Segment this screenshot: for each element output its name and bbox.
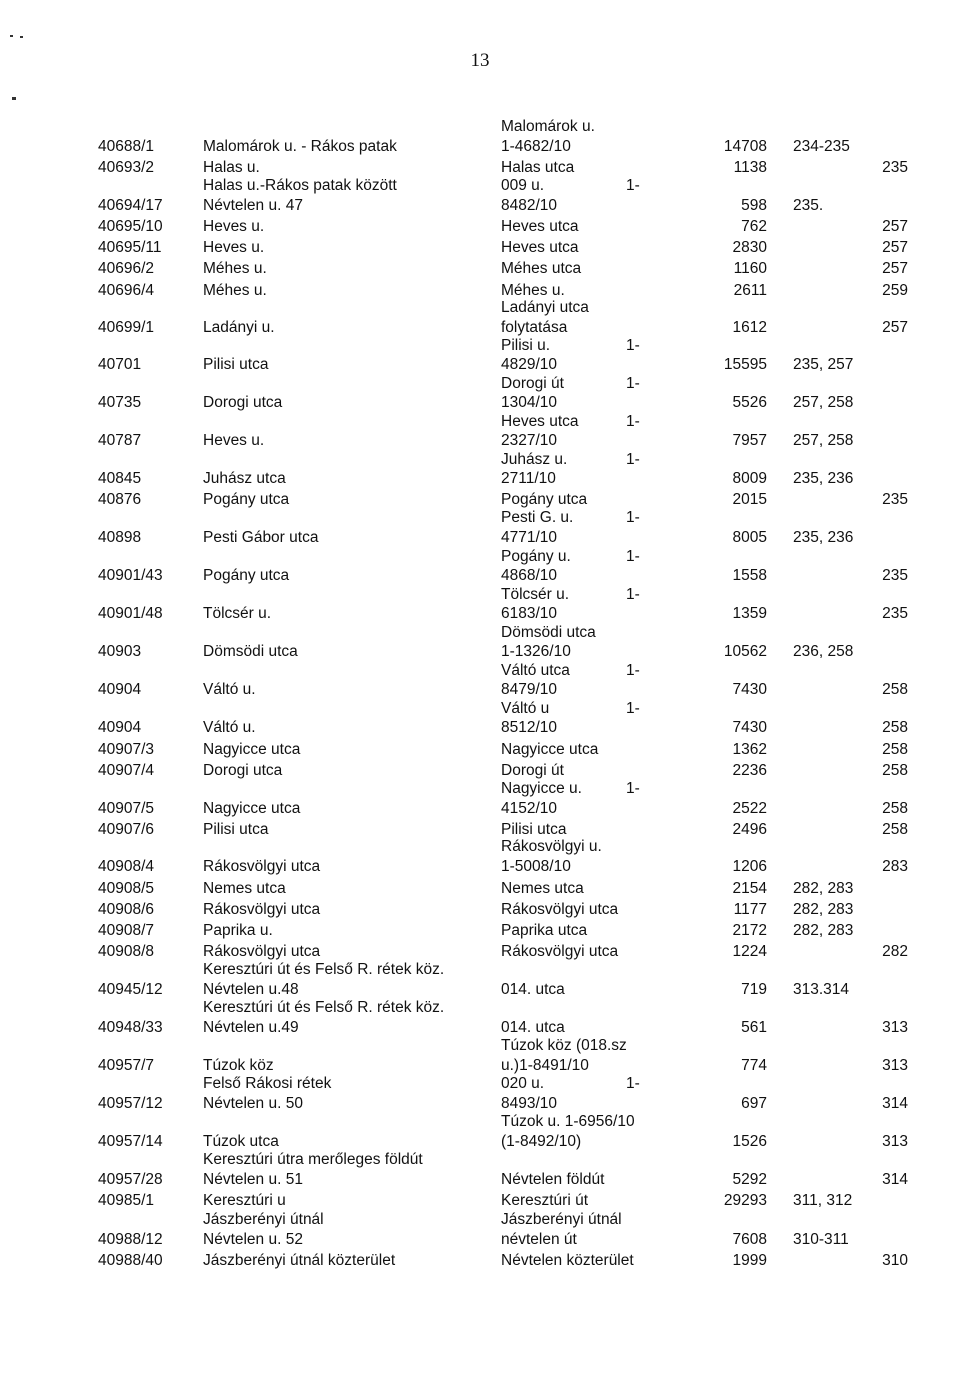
parcel-id-cell: 40908/8 — [98, 943, 155, 960]
map-sheets-cell: 257, 258 — [793, 394, 854, 411]
street-name-cell: Dömsödi utca — [203, 643, 298, 660]
address-ref-cell: 4152/10 — [501, 800, 558, 817]
area-cell: 762 — [741, 218, 767, 235]
parcel-id-cell: 40985/1 — [98, 1192, 155, 1209]
street-name-cell: Jászberényi útnál — [203, 1211, 324, 1228]
address-ref-cell: Váltó u — [501, 700, 550, 717]
street-name-cell: Keresztúri útra merőleges földút — [203, 1151, 423, 1168]
street-name-cell: Keresztúri u — [203, 1192, 286, 1209]
street-name-cell: Rákosvölgyi utca — [203, 943, 321, 960]
suffix-cell: 1- — [626, 413, 640, 430]
parcel-id-cell: 40735 — [98, 394, 142, 411]
street-name-cell: Halas u. — [203, 159, 260, 176]
address-ref-cell: 009 u. — [501, 177, 545, 194]
address-ref-cell: Nemes utca — [501, 880, 584, 897]
map-sheet-cell: 283 — [882, 858, 908, 875]
address-ref-cell: Halas utca — [501, 159, 575, 176]
area-cell: 1558 — [732, 567, 767, 584]
area-cell: 2172 — [732, 922, 767, 939]
map-sheet-cell: 258 — [882, 681, 908, 698]
parcel-id-cell: 40898 — [98, 529, 142, 546]
scan-speck — [10, 35, 13, 37]
street-name-cell: Juhász utca — [203, 470, 286, 487]
map-sheets-cell: 310-311 — [793, 1231, 849, 1248]
map-sheet-cell: 257 — [882, 260, 908, 277]
street-name-cell: Tölcsér u. — [203, 605, 272, 622]
parcel-id-cell: 40907/3 — [98, 741, 155, 758]
area-cell: 2830 — [732, 239, 767, 256]
area-cell: 774 — [741, 1057, 767, 1074]
map-sheets-cell: 282, 283 — [793, 922, 854, 939]
address-ref-cell: Névtelen földút — [501, 1171, 605, 1188]
address-ref-cell: 8482/10 — [501, 197, 558, 214]
address-ref-cell: Pesti G. u. — [501, 509, 574, 526]
area-cell: 8009 — [732, 470, 767, 487]
street-name-cell: Nagyicce utca — [203, 800, 301, 817]
map-sheet-cell: 235 — [882, 567, 908, 584]
address-ref-cell: Heves utca — [501, 239, 579, 256]
street-name-cell: Felső Rákosi rétek — [203, 1075, 332, 1092]
address-ref-cell: Méhes utca — [501, 260, 582, 277]
address-ref-cell: Dömsödi utca — [501, 624, 596, 641]
street-name-cell: Halas u.-Rákos patak között — [203, 177, 397, 194]
street-name-cell: Dorogi utca — [203, 394, 283, 411]
parcel-id-cell: 40908/6 — [98, 901, 155, 918]
suffix-cell: 1- — [626, 700, 640, 717]
scan-speck — [20, 36, 23, 38]
area-cell: 1206 — [732, 858, 767, 875]
map-sheet-cell: 235 — [882, 605, 908, 622]
parcel-id-cell: 40904 — [98, 719, 142, 736]
address-ref-cell: Pogány u. — [501, 548, 571, 565]
map-sheet-cell: 235 — [882, 159, 908, 176]
area-cell: 1526 — [732, 1133, 767, 1150]
area-cell: 15595 — [723, 356, 767, 373]
suffix-cell: 1- — [626, 662, 640, 679]
street-name-cell: Dorogi utca — [203, 762, 283, 779]
map-sheets-cell: 235, 257 — [793, 356, 854, 373]
address-ref-cell: Túzok u. 1-6956/10 — [501, 1113, 635, 1130]
map-sheet-cell: 258 — [882, 800, 908, 817]
address-ref-cell: 4771/10 — [501, 529, 558, 546]
map-sheet-cell: 310 — [882, 1252, 908, 1269]
address-ref-cell: 2711/10 — [501, 470, 556, 487]
parcel-id-cell: 40988/12 — [98, 1231, 163, 1248]
parcel-id-cell: 40699/1 — [98, 319, 155, 336]
parcel-id-cell: 40787 — [98, 432, 142, 449]
suffix-cell: 1- — [626, 375, 640, 392]
map-sheet-cell: 314 — [882, 1095, 908, 1112]
street-name-cell: Keresztúri út és Felső R. rétek köz. — [203, 999, 445, 1016]
street-name-cell: Névtelen u. 52 — [203, 1231, 303, 1248]
street-name-cell: Rákosvölgyi utca — [203, 858, 321, 875]
map-sheets-cell: 234-235 — [793, 138, 850, 155]
suffix-cell: 1- — [626, 509, 640, 526]
parcel-id-cell: 40908/7 — [98, 922, 155, 939]
area-cell: 29293 — [723, 1192, 767, 1209]
street-name-cell: Ladányi u. — [203, 319, 275, 336]
address-ref-cell: Váltó utca — [501, 662, 570, 679]
parcel-id-cell: 40948/33 — [98, 1019, 163, 1036]
address-ref-cell: Túzok köz (018.sz — [501, 1037, 627, 1054]
address-ref-cell: Névtelen közterület — [501, 1252, 634, 1269]
map-sheet-cell: 257 — [882, 319, 908, 336]
parcel-id-cell: 40957/12 — [98, 1095, 163, 1112]
area-cell: 1359 — [732, 605, 767, 622]
parcel-id-cell: 40957/14 — [98, 1133, 163, 1150]
address-ref-cell: Ladányi utca — [501, 299, 589, 316]
address-ref-cell: 8493/10 — [501, 1095, 558, 1112]
suffix-cell: 1- — [626, 586, 640, 603]
area-cell: 1160 — [733, 260, 767, 277]
parcel-id-cell: 40945/12 — [98, 981, 163, 998]
map-sheet-cell: 313 — [882, 1019, 908, 1036]
area-cell: 561 — [741, 1019, 767, 1036]
map-sheets-cell: 311, 312 — [793, 1192, 853, 1209]
address-ref-cell: Nagyicce u. — [501, 780, 582, 797]
street-name-cell: Heves u. — [203, 218, 265, 235]
area-cell: 2496 — [732, 821, 767, 838]
parcel-id-cell: 40907/5 — [98, 800, 155, 817]
area-cell: 1138 — [733, 159, 767, 176]
map-sheet-cell: 314 — [882, 1171, 908, 1188]
street-name-cell: Váltó u. — [203, 681, 256, 698]
map-sheet-cell: 258 — [882, 821, 908, 838]
area-cell: 1177 — [733, 901, 767, 918]
street-name-cell: Pogány utca — [203, 567, 290, 584]
address-ref-cell: Heves utca — [501, 218, 579, 235]
area-cell: 2015 — [732, 491, 767, 508]
street-name-cell: Névtelen u. 51 — [203, 1171, 303, 1188]
parcel-id-cell: 40908/4 — [98, 858, 155, 875]
street-name-cell: Méhes u. — [203, 260, 267, 277]
street-name-cell: Jászberényi útnál közterület — [203, 1252, 396, 1269]
parcel-id-cell: 40908/5 — [98, 880, 155, 897]
address-ref-cell: 8512/10 — [501, 719, 558, 736]
area-cell: 7608 — [732, 1231, 767, 1248]
area-cell: 2611 — [733, 282, 767, 299]
address-ref-cell: Heves utca — [501, 413, 579, 430]
address-ref-cell: 6183/10 — [501, 605, 558, 622]
area-cell: 7430 — [732, 681, 767, 698]
address-ref-cell: Nagyicce utca — [501, 741, 599, 758]
parcel-id-cell: 40901/43 — [98, 567, 163, 584]
map-sheets-cell: 257, 258 — [793, 432, 854, 449]
street-name-cell: Pilisi utca — [203, 821, 269, 838]
address-ref-cell: Tölcsér u. — [501, 586, 570, 603]
suffix-cell: 1- — [626, 337, 640, 354]
area-cell: 5292 — [732, 1171, 767, 1188]
street-name-cell: Pilisi utca — [203, 356, 269, 373]
map-sheets-cell: 313.314 — [793, 981, 850, 998]
address-ref-cell: (1-8492/10) — [501, 1133, 582, 1150]
street-name-cell: Paprika u. — [203, 922, 273, 939]
area-cell: 1612 — [732, 319, 767, 336]
area-cell: 1999 — [732, 1252, 767, 1269]
page-number: 13 — [470, 50, 490, 71]
area-cell: 1362 — [732, 741, 767, 758]
suffix-cell: 1- — [626, 780, 640, 797]
address-ref-cell: Jászberényi útnál — [501, 1211, 622, 1228]
street-name-cell: Rákosvölgyi utca — [203, 901, 321, 918]
parcel-id-cell: 40695/11 — [98, 239, 162, 256]
parcel-id-cell: 40903 — [98, 643, 142, 660]
address-ref-cell: 2327/10 — [501, 432, 558, 449]
address-ref-cell: 1-4682/10 — [501, 138, 571, 155]
address-ref-cell: Pogány utca — [501, 491, 588, 508]
area-cell: 2522 — [732, 800, 767, 817]
street-name-cell: Malomárok u. - Rákos patak — [203, 138, 397, 155]
map-sheet-cell: 258 — [882, 741, 908, 758]
address-ref-cell: Keresztúri út — [501, 1192, 589, 1209]
area-cell: 598 — [741, 197, 767, 214]
map-sheet-cell: 257 — [882, 218, 908, 235]
street-name-cell: Nagyicce utca — [203, 741, 301, 758]
street-name-cell: Nemes utca — [203, 880, 286, 897]
area-cell: 8005 — [732, 529, 767, 546]
parcel-id-cell: 40907/4 — [98, 762, 155, 779]
address-ref-cell: Dorogi út — [501, 762, 564, 779]
address-ref-cell: Rákosvölgyi utca — [501, 943, 619, 960]
parcel-id-cell: 40694/17 — [98, 197, 163, 214]
parcel-id-cell: 40693/2 — [98, 159, 155, 176]
map-sheet-cell: 257 — [882, 239, 908, 256]
address-ref-cell: Juhász u. — [501, 451, 568, 468]
address-ref-cell: Pilisi utca — [501, 821, 567, 838]
map-sheets-cell: 235, 236 — [793, 470, 854, 487]
address-ref-cell: Rákosvölgyi u. — [501, 838, 602, 855]
map-sheet-cell: 313 — [882, 1057, 908, 1074]
parcel-id-cell: 40695/10 — [98, 218, 163, 235]
parcel-id-cell: 40688/1 — [98, 138, 155, 155]
parcel-id-cell: 40904 — [98, 681, 142, 698]
parcel-id-cell: 40845 — [98, 470, 142, 487]
address-ref-cell: 8479/10 — [501, 681, 558, 698]
area-cell: 5526 — [732, 394, 767, 411]
address-ref-cell: 1-1326/10 — [501, 643, 571, 660]
address-ref-cell: 1304/10 — [501, 394, 558, 411]
map-sheets-cell: 235. — [793, 197, 824, 214]
map-sheets-cell: 235, 236 — [793, 529, 854, 546]
address-ref-cell: névtelen út — [501, 1231, 577, 1248]
parcel-id-cell: 40696/4 — [98, 282, 155, 299]
address-ref-cell: 4829/10 — [501, 356, 558, 373]
suffix-cell: 1- — [626, 177, 640, 194]
suffix-cell: 1- — [626, 548, 640, 565]
address-ref-cell: Rákosvölgyi utca — [501, 901, 619, 918]
address-ref-cell: Dorogi út — [501, 375, 564, 392]
map-sheet-cell: 313 — [882, 1133, 908, 1150]
street-name-cell: Névtelen u.49 — [203, 1019, 299, 1036]
map-sheet-cell: 258 — [882, 762, 908, 779]
area-cell: 10562 — [723, 643, 767, 660]
area-cell: 7957 — [732, 432, 767, 449]
street-name-cell: Heves u. — [203, 432, 265, 449]
parcel-id-cell: 40988/40 — [98, 1252, 163, 1269]
address-ref-cell: Paprika utca — [501, 922, 588, 939]
street-name-cell: Névtelen u. 47 — [203, 197, 303, 214]
map-sheet-cell: 258 — [882, 719, 908, 736]
map-sheets-cell: 282, 283 — [793, 880, 854, 897]
street-name-cell: Váltó u. — [203, 719, 256, 736]
address-ref-cell: 4868/10 — [501, 567, 558, 584]
street-name-cell: Pogány utca — [203, 491, 290, 508]
parcel-id-cell: 40957/28 — [98, 1171, 163, 1188]
address-ref-cell: u.)1-8491/10 — [501, 1057, 589, 1074]
street-name-cell: Heves u. — [203, 239, 265, 256]
address-ref-cell: folytatása — [501, 319, 568, 336]
parcel-id-cell: 40901/48 — [98, 605, 163, 622]
parcel-id-cell: 40696/2 — [98, 260, 155, 277]
address-ref-cell: 014. utca — [501, 1019, 565, 1036]
street-name-cell: Túzok utca — [203, 1133, 279, 1150]
parcel-id-cell: 40876 — [98, 491, 142, 508]
area-cell: 719 — [741, 981, 767, 998]
street-name-cell: Keresztúri út és Felső R. rétek köz. — [203, 961, 445, 978]
map-sheet-cell: 282 — [882, 943, 908, 960]
address-ref-cell: 014. utca — [501, 981, 565, 998]
suffix-cell: 1- — [626, 451, 640, 468]
map-sheet-cell: 235 — [882, 491, 908, 508]
area-cell: 2154 — [732, 880, 767, 897]
address-ref-cell: Malomárok u. — [501, 118, 595, 135]
street-name-cell: Névtelen u. 50 — [203, 1095, 303, 1112]
street-name-cell: Méhes u. — [203, 282, 267, 299]
parcel-id-cell: 40701 — [98, 356, 142, 373]
address-ref-cell: Pilisi u. — [501, 337, 551, 354]
map-sheet-cell: 259 — [882, 282, 908, 299]
address-ref-cell: 020 u. — [501, 1075, 545, 1092]
parcel-id-cell: 40957/7 — [98, 1057, 155, 1074]
address-ref-cell: Méhes u. — [501, 282, 565, 299]
street-name-cell: Pesti Gábor utca — [203, 529, 319, 546]
area-cell: 697 — [741, 1095, 767, 1112]
street-name-cell: Névtelen u.48 — [203, 981, 299, 998]
area-cell: 2236 — [732, 762, 767, 779]
street-name-cell: Túzok köz — [203, 1057, 274, 1074]
map-sheets-cell: 282, 283 — [793, 901, 854, 918]
area-cell: 7430 — [732, 719, 767, 736]
scan-speck — [12, 97, 16, 100]
address-ref-cell: 1-5008/10 — [501, 858, 571, 875]
area-cell: 1224 — [732, 943, 767, 960]
map-sheets-cell: 236, 258 — [793, 643, 854, 660]
suffix-cell: 1- — [626, 1075, 640, 1092]
area-cell: 14708 — [723, 138, 767, 155]
parcel-id-cell: 40907/6 — [98, 821, 155, 838]
